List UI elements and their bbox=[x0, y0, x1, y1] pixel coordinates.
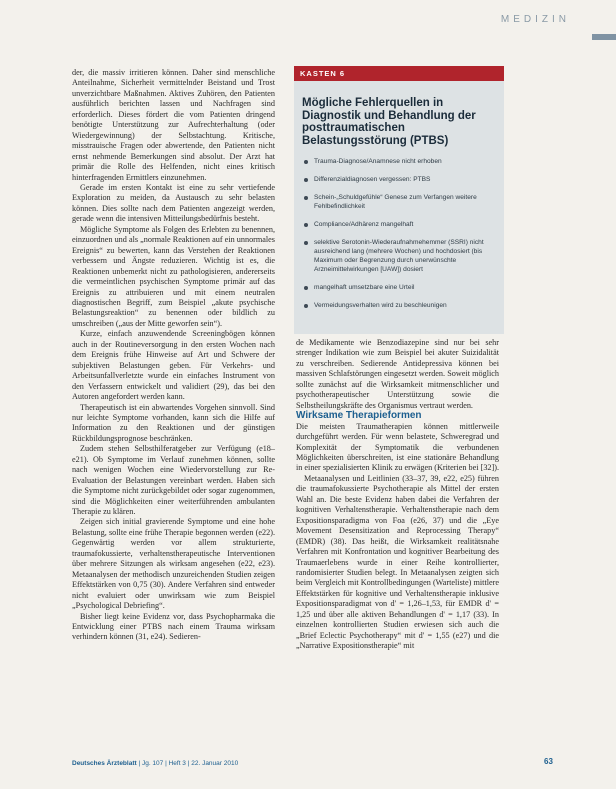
section-accent-bar bbox=[592, 34, 616, 40]
list-item bbox=[304, 301, 496, 310]
paragraph: Zeigen sich initial gravierende Symptome und eine hohe Belastung, sollte eine frühe Therapie begonnen werden (e22). Gegenwärtig werden vor allem strukturierte, traumafokussierte, verhaltenstherapeutische Interventionen über mehrere Sitzungen als wirksam angesehen (e22, e23). Metaanalysen der methodisch unzureichenden Studien zeigen Effektstärken von 0,75 (30). Andere Verfahren sind entweder nicht evaluiert oder unwirksam wie zum Beispiel „Psychological Debriefing“. bbox=[72, 517, 275, 611]
list-item bbox=[304, 175, 496, 184]
paragraph: der, die massiv irritieren können. Daher sind menschliche Anteilnahme, Sicherheit vermittelnder Beistand und Trost unverzichtbare Maßnahmen. Aktives Zuhören, den Patienten ausführlich berichten lassen und Nachfragen sind erforderlich. Dieses fördert die vom Patienten dringend benötigte Unterstützung zur Aufrechterhaltung (oder Wiedergewinnung) der Selbstachtung. Kritische, misstrauische Fragen oder abwertende, den Patienten nicht ernst nehmende Bemerkungen sind absolut. Der Arzt hat primär die Rolle des Helfenden, nicht eines kritisch hinterfragenden Ermittlers einzunehmen. bbox=[72, 68, 275, 182]
bullet-icon bbox=[304, 196, 308, 200]
paragraph: Zudem stehen Selbsthilferatgeber zur Verfügung (e18–e21). Ob Symptome im Verlauf zunehmen können, sollte nach wenigen Wochen eine Wiedervorstellung zur Re-Evaluation der Belastungen vereinbart werden. Haben sich die Symptome nicht zurückgebildet oder sogar zugenommen, sind die Möglichkeiten einer weiterführenden ambulanten Therapie zu klären. bbox=[72, 444, 275, 517]
bullet-icon bbox=[304, 304, 308, 308]
page-number: 63 bbox=[544, 757, 553, 766]
list-item-text: Trauma-Diagnose/Anamnese nicht erhoben bbox=[314, 158, 442, 165]
box-title: Mögliche Fehlerquellen in Diagnostik und Behandlung der posttraumatischen Belastungsstörung (PTBS) bbox=[302, 97, 476, 147]
bullet-icon bbox=[304, 286, 308, 290]
paragraph: de Medikamente wie Benzodiazepine sind nur bei sehr strenger Indikation wie zum Beispiel bei akuter Suizidalität zu verschreiben. Sedierende Antidepressiva können bei massiven Schlafstörungen eingesetzt werden. Soweit möglich sollte zunächst auf die Wirksamkeit mitmenschlicher und psychotherapeutischer Unterstützung sowie die Selbstheilungskräfte des Organismus vertraut werden. bbox=[296, 338, 499, 410]
section-label: MEDIZIN bbox=[500, 14, 570, 25]
list-item-text: Differenzialdiagnosen vergessen: PTBS bbox=[314, 176, 431, 183]
info-box-6 bbox=[294, 66, 504, 334]
list-item bbox=[304, 220, 496, 229]
section-heading: Wirksame Therapieformen bbox=[296, 410, 422, 422]
list-item bbox=[304, 238, 496, 274]
bullet-icon bbox=[304, 241, 308, 245]
list-item bbox=[304, 283, 496, 292]
issue-info: | Jg. 107 | Heft 3 | 22. Januar 2010 bbox=[136, 760, 239, 767]
box-list bbox=[294, 157, 504, 310]
list-item-text: mangelhaft umsetzbare eine Urteil bbox=[314, 284, 415, 291]
list-item-text: Schein-„Schuldgefühle“ Genese zum Verfangen weitere Fehlbefindlichkeit bbox=[314, 194, 477, 210]
bullet-icon bbox=[304, 178, 308, 182]
list-item-text: Compliance/Adhärenz mangelhaft bbox=[314, 221, 414, 228]
journal-name: Deutsches Ärzteblatt bbox=[72, 760, 137, 767]
footer-citation bbox=[72, 760, 238, 767]
paragraph: Mögliche Symptome als Folgen des Erlebten zu benennen, einzuordnen und als „normale Reaktionen auf ein unnormales Ereignis“ zu bewerten, kann das Verstehen der Reaktionen verbessern und Ängste reduzieren. Wichtig ist es, die Reaktionen unbemerkt nicht zu pathologisieren, andererseits die vermeintlichen psychischen Symptome primär auf das Ereignis zu attribuieren und mit einem neutralen diagnostischen Begriff, zum Beispiel „akute psychische Belastungsreaktion“ zu benennen oder bildlich zu umschreiben („aus der Mitte geworfen sein“). bbox=[72, 224, 275, 328]
right-text-column bbox=[296, 338, 499, 652]
paragraph: Gerade im ersten Kontakt ist eine zu sehr vertiefende Exploration zu meiden, da Austausch zu sehr belasten können. Dies sollte nach dem Patienten angezeigt werden, gerade wenn die intensiven Mitteilungsbedürfnis besteht. bbox=[72, 182, 275, 224]
paragraph: Therapeutisch ist ein abwartendes Vorgehen sinnvoll. Sind nur leichte Symptome vorhanden, kann sich die Hilfe auf Information zu den Reaktionen und der günstigen Rückbildungsprognose beschränken. bbox=[72, 402, 275, 443]
left-text-column bbox=[72, 68, 275, 643]
list-item-text: selektive Serotonin-Wiederaufnahmehemmer (SSRI) nicht ausreichend lang (mehrere Wochen) und hochdosiert (bis Maximum oder Begrenzung durch unerwünschte Arzneimittelwirkungen [UAW]) dosiert bbox=[314, 239, 484, 273]
box-label: KASTEN 6 bbox=[294, 66, 504, 81]
list-item bbox=[304, 157, 496, 166]
list-item bbox=[304, 193, 496, 211]
paragraph: Bisher liegt keine Evidenz vor, dass Psychopharmaka die Entwicklung einer PTBS nach einem Trauma wirksam verhindern können (31, e24). Sedieren- bbox=[72, 611, 275, 642]
paragraph: Metaanalysen und Leitlinien (33–37, 39, e22, e25) führen die traumafokussierte Psychotherapie als Mittel der ersten Wahl an. Die beste Evidenz haben dabei die Verfahren der kognitiven Verhaltenstherapie. Verhaltenstherapie nach dem Expositionsparadigma von Foa (e26, 37) und die „Eye Movement Desensitization and Reprocessing Therapy“ (EMDR) (38). Das heißt, die Wirksamkeit realitätsnahe Verfahren mit Konfrontation und kognitiver Bearbeitung des Traumaerlebens wurde in einer Reihe kontrollierter, randomisierter Studien belegt. In Metaanalysen zeigten sich beim Vergleich mit Kontrollbedingungen (Warteliste) mittlere Effektstärken für kognitive und Verhaltenstherapie inklusive Expositionsparadigmat von d' = 1,26–1,53, für EMDR d' = 1,25 und über alle aktiven Behandlungen d' = 1,17 (33). In einzelnen kontrollierten Studien erwiesen sich auch die „Brief Eclectic Psychotherapy“ mit d' = 1,55 (e27) und die „Narrative Expositionstherapie“ mit bbox=[296, 473, 499, 651]
paragraph: Kurze, einfach anzuwendende Screeningbögen können auch in der Routineversorgung in den ersten Wochen nach dem Ereignis frühe Hinweise auf Art und Schwere der subjektiven Belastungen geben. Für Verkehrs- und Arbeitsunfallverletzte wurde ein einfaches Instrument von den Verfassern entwickelt und validiert (29), das bei den Autoren angefordert werden kann. bbox=[72, 329, 275, 402]
list-item-text: Vermeidungsverhalten wird zu beschleunigen bbox=[314, 302, 447, 309]
bullet-icon bbox=[304, 223, 308, 227]
paragraph: Die meisten Traumatherapien können mittlerweile durchgeführt werden. Für wenn belastete, Schweregrad und Komplexität der Symptomatik die verbundenen Möglichkeiten überschreiten, ist eine stationäre Behandlung in einer spezialisierten Klinik zu erwägen (Kriterien bei [32]). bbox=[296, 421, 500, 473]
bullet-icon bbox=[304, 160, 308, 164]
